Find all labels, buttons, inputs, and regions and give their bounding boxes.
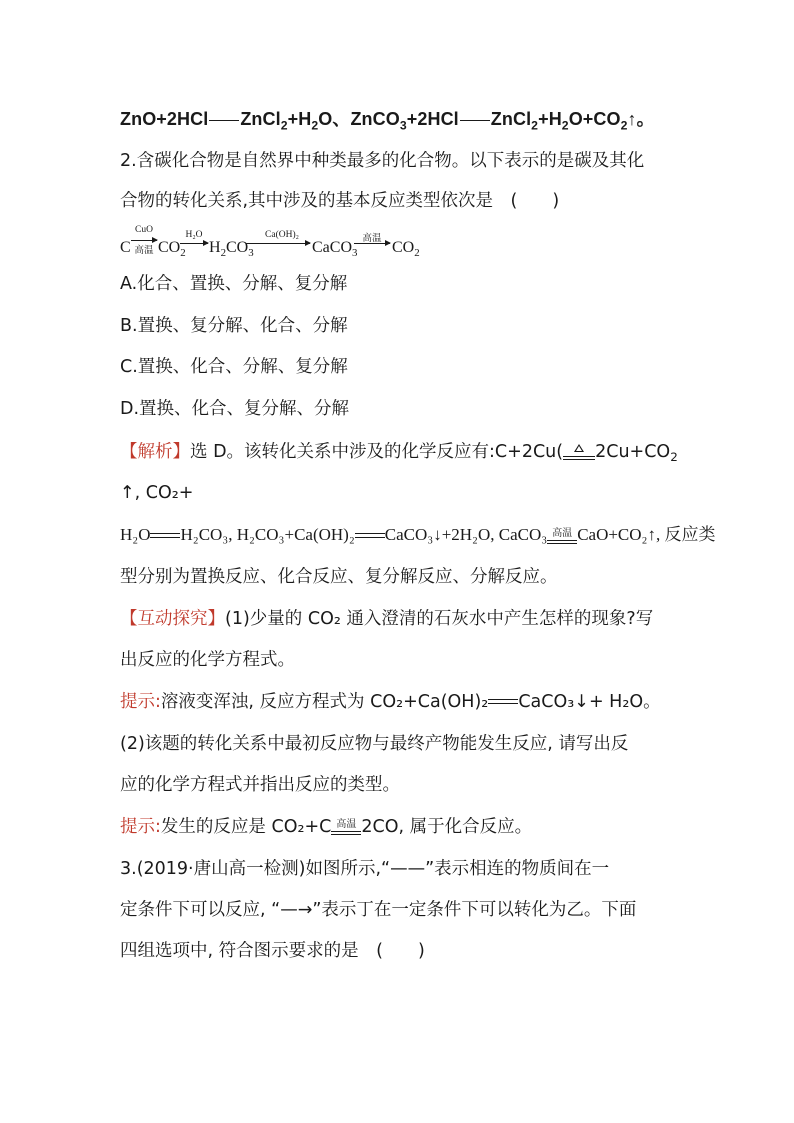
scheme-co2-final: $CO_2$	[392, 239, 420, 259]
analysis-text: 2Cu+CO	[595, 442, 671, 462]
hint-2-tag: 提示:	[120, 817, 161, 837]
analysis-line-3: H₂O H₂CO₃, H₂CO₃+Ca(OH)₂ CaCO₃↓+2H₂O, CaCO₃ 高温 CaO+CO₂↑, 反应类	[120, 525, 716, 544]
explore-line-3: (2)该题的转化关系中最初反应物与最终产物能发生反应, 请写出反	[120, 734, 629, 754]
analysis-tag: 【解析】	[120, 442, 190, 462]
equals-dash	[209, 120, 239, 121]
zinc-equation-line	[120, 108, 655, 133]
option-a: A.化合、置换、分解、复分解	[120, 274, 348, 294]
hint-1: 提示:溶液变浑浊, 反应方程式为 CO₂+Ca(OH)₂ CaCO₃↓+ H₂O。	[120, 692, 661, 712]
equals-sign	[488, 697, 518, 707]
option-b: B.置换、复分解、化合、分解	[120, 316, 348, 336]
arrow-3-top-label: Ca(OH)₂	[265, 230, 299, 240]
heat-condition	[563, 444, 595, 460]
eq-sub: 2	[561, 118, 569, 133]
arrow-4	[354, 243, 390, 244]
explore-tag: 【互动探究】	[120, 609, 225, 629]
eq-text: +H	[538, 109, 562, 129]
arrow-3	[246, 243, 310, 244]
eq-sub: 3	[399, 118, 407, 133]
eq-sub: 2	[620, 118, 628, 133]
option-c: C.置换、化合、分解、复分解	[120, 357, 348, 377]
arrow-2	[180, 243, 208, 244]
option-d: D.置换、化合、复分解、分解	[120, 399, 350, 419]
eq-text: O+CO	[568, 109, 621, 129]
equals-sign	[355, 531, 385, 541]
eq-sub: 2	[311, 118, 319, 133]
scheme-co2: $CO_2$	[158, 239, 186, 259]
eq-text: ZnO+2HCl	[120, 109, 209, 129]
high-temp-condition: 高温	[331, 820, 361, 835]
eq-sub: 2	[531, 118, 539, 133]
explore-line-1: 【互动探究】(1)少量的 CO₂ 通入澄清的石灰水中产生怎样的现象?写	[120, 609, 654, 629]
high-temp-condition: 高温	[547, 529, 577, 544]
explore-line-4: 应的化学方程式并指出反应的类型。	[120, 775, 400, 795]
analysis-line-2: ↑, CO₂+	[120, 483, 194, 503]
analysis-line-1: 【解析】选 D。该转化关系中涉及的化学反应有:C+2Cu( $2Cu+CO_2$	[120, 442, 678, 465]
question-3-line-1: 3.(2019·唐山高一检测)如图所示,“——”表示相连的物质间在一	[120, 859, 610, 879]
question-2-line-1: 2.含碳化合物是自然界中种类最多的化合物。以下表示的是碳及其化	[120, 151, 645, 171]
arrow-2-top-label: H₂O	[185, 230, 203, 240]
equals-dash	[460, 120, 490, 121]
arrow-4-top-label: 高温	[362, 234, 382, 244]
eq-text: ZnCl	[240, 109, 281, 129]
equals-sign	[150, 531, 180, 541]
eq-text: O、ZnCO	[318, 109, 400, 129]
eq-text: ↑。	[627, 109, 655, 129]
eq-text: +H	[287, 109, 312, 129]
eq-text: ZnCl	[490, 109, 532, 129]
eq-sub: 2	[280, 118, 288, 133]
arrow-1-bottom-label: 高温	[134, 246, 154, 256]
question-2-line-2: 合物的转化关系,其中涉及的基本反应类型依次是 ( )	[120, 191, 560, 211]
explore-line-2: 出反应的化学方程式。	[120, 650, 295, 670]
scheme-caco3: CaCO$_3$	[312, 239, 358, 259]
question-3-line-3: 四组选项中, 符合图示要求的是 ( )	[120, 941, 425, 961]
arrow-1	[131, 240, 157, 241]
analysis-line-4: 型分别为置换反应、化合反应、复分解反应、分解反应。	[120, 567, 558, 587]
hint-1-tag: 提示:	[120, 692, 161, 712]
question-3-line-2: 定条件下可以反应, “—→”表示丁在一定条件下可以转化为乙。下面	[120, 900, 637, 920]
analysis-text: 选 D。该转化关系中涉及的化学反应有:C+2Cu(	[190, 442, 564, 462]
arrow-1-top-label: CuO	[135, 225, 153, 235]
eq-text: +2HCl	[406, 109, 459, 129]
hint-2: 提示:发生的反应是 CO₂+C 高温 2CO, 属于化合反应。	[120, 817, 533, 837]
scheme-carbon: C	[120, 239, 131, 256]
heat-triangle-icon	[574, 444, 584, 452]
scheme-h2co3: $H_2CO_3$	[209, 239, 254, 259]
